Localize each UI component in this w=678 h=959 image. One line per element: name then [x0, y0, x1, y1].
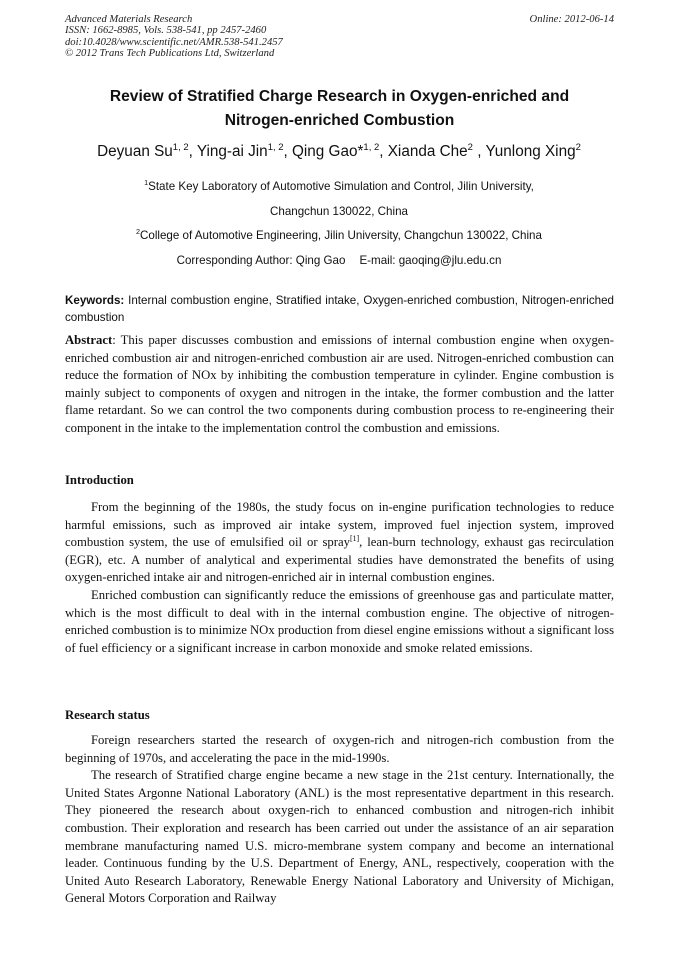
affiliation-1 — [40, 180, 638, 193]
author-affil-mark: 2 — [467, 141, 473, 153]
citation-ref[interactable]: [1] — [349, 533, 360, 543]
introduction-paragraph-1: From the beginning of the 1980s, the study focus on in-engine purification technologies to reduce harmful emissions, such as improved air intake system, improved fuel injection system, improved combustion system, the use of emulsified oil or spray[1], lean-burn technology, exhaust gas recirculation (EGR), etc. A number of analytical and experimental studies have demonstrated the benefits of using oxygen-enriched intake air and nitrogen-enriched air in internal combustion engines. — [65, 500, 614, 585]
author-name: Ying-ai Jin — [196, 143, 268, 160]
author-list — [40, 143, 638, 161]
copyright-line: © 2012 Trans Tech Publications Ltd, Switzerland — [65, 48, 275, 60]
abstract-label: Abstract — [65, 333, 113, 347]
research-status-paragraph-1: Foreign researchers started the research of oxygen-rich and nitrogen-rich combustion from the beginning of 1970s, and accelerating the pace in the mid-1990s. — [65, 733, 614, 765]
abstract-text: : This paper discusses combustion and emissions of internal combustion engine when oxygen-enriched combustion air and nitrogen-enriched combustion air are used. Nitrogen-enriched combustion can reduce the formation of NOx by inhibiting the combustion temperature in cylinder. Engine combustion is mainly subject to components of oxygen and nitrogen in the intake, the former combustion and the latter flame retardant. So we can control the two components during combustion process to re-engineering their component in the intake to the implementation control the combustion and emissions. — [65, 333, 614, 435]
author-separator: , — [472, 143, 486, 160]
author-name: Deyuan Su — [97, 143, 173, 160]
author-affil-mark: 2 — [575, 141, 581, 153]
research-status-body — [65, 732, 614, 908]
affiliation-mark: 1 — [144, 178, 149, 188]
affiliation-2-line: College of Automotive Engineering, Jilin University, Changchun 130022, China — [140, 229, 542, 242]
keywords-text: Internal combustion engine, Stratified intake, Oxygen-enriched combustion, Nitrogen-enriched combustion — [65, 294, 614, 324]
journal-name: Advanced Materials Research — [65, 14, 193, 25]
author-name: Yunlong Xing — [485, 143, 576, 160]
author-name: Xianda Che — [387, 143, 468, 160]
affiliation-1-line-2: Changchun 130022, China — [270, 205, 408, 218]
section-heading-research-status: Research status — [65, 708, 150, 722]
affiliation-1-line-1: State Key Laboratory of Automotive Simulation and Control, Jilin University, — [148, 180, 534, 193]
author-affil-mark: 1, 2 — [267, 141, 284, 153]
corresponding-author-name: Corresponding Author: Qing Gao — [176, 254, 346, 267]
author-affil-mark: 1, 2 — [172, 141, 189, 153]
section-heading-introduction: Introduction — [65, 473, 134, 487]
research-status-paragraph-2: The research of Stratified charge engine became a new stage in the 21st century. Internationally, the United States Argonne National Laboratory (ANL) is the most representative department in this research. They pioneered the research about oxygen-rich to enhanced combustion and nitrogen-rich inhibit combustion. Their exploration and research has been carried out under the assistance of an air separation membrane manufacturing named U.S. micro-membrane system company and become an international leader. Continuous funding by the U.S. Department of Energy, ANL, respectively, cooperation with the United Auto Research Laboratory, Renewable Energy National Laboratory and University of Michigan, General Motors Corporation and Railway — [65, 768, 614, 906]
affiliation-2 — [40, 229, 638, 242]
online-date: Online: 2012-06-14 — [529, 14, 614, 25]
keywords — [65, 292, 614, 326]
doi-line: doi:10.4028/www.scientific.net/AMR.538-541.2457 — [65, 36, 283, 48]
journal-header — [65, 14, 283, 60]
title-line-1: Review of Stratified Charge Research in Oxygen-enriched and — [109, 88, 570, 105]
author-separator: , — [283, 143, 292, 160]
corresponding-author — [40, 254, 638, 267]
author-name: Qing Gao* — [291, 143, 364, 160]
author-separator: , — [379, 143, 388, 160]
introduction-body — [65, 499, 614, 657]
author-separator: , — [188, 143, 197, 160]
introduction-paragraph-2: Enriched combustion can significantly reduce the emissions of greenhouse gas and particulate matter, which is the most difficult to deal with in the internal combustion engine. The objective of nitrogen-enriched combustion is to minimize NOx production from diesel engine emissions without a significant loss of fuel efficiency or a significant increase in carbon monoxide and smoke related emissions. — [65, 587, 615, 655]
keywords-label: Keywords: — [65, 294, 125, 307]
corresponding-email: E-mail: gaoqing@jlu.edu.cn — [359, 254, 502, 267]
title-line-2: Nitrogen-enriched Combustion — [224, 112, 455, 129]
affiliation-mark: 2 — [136, 227, 141, 237]
author-affil-mark: 1, 2 — [363, 141, 380, 153]
abstract — [65, 332, 614, 438]
paper-title — [65, 85, 614, 133]
issn-line: ISSN: 1662-8985, Vols. 538-541, pp 2457-2460 — [65, 25, 267, 37]
